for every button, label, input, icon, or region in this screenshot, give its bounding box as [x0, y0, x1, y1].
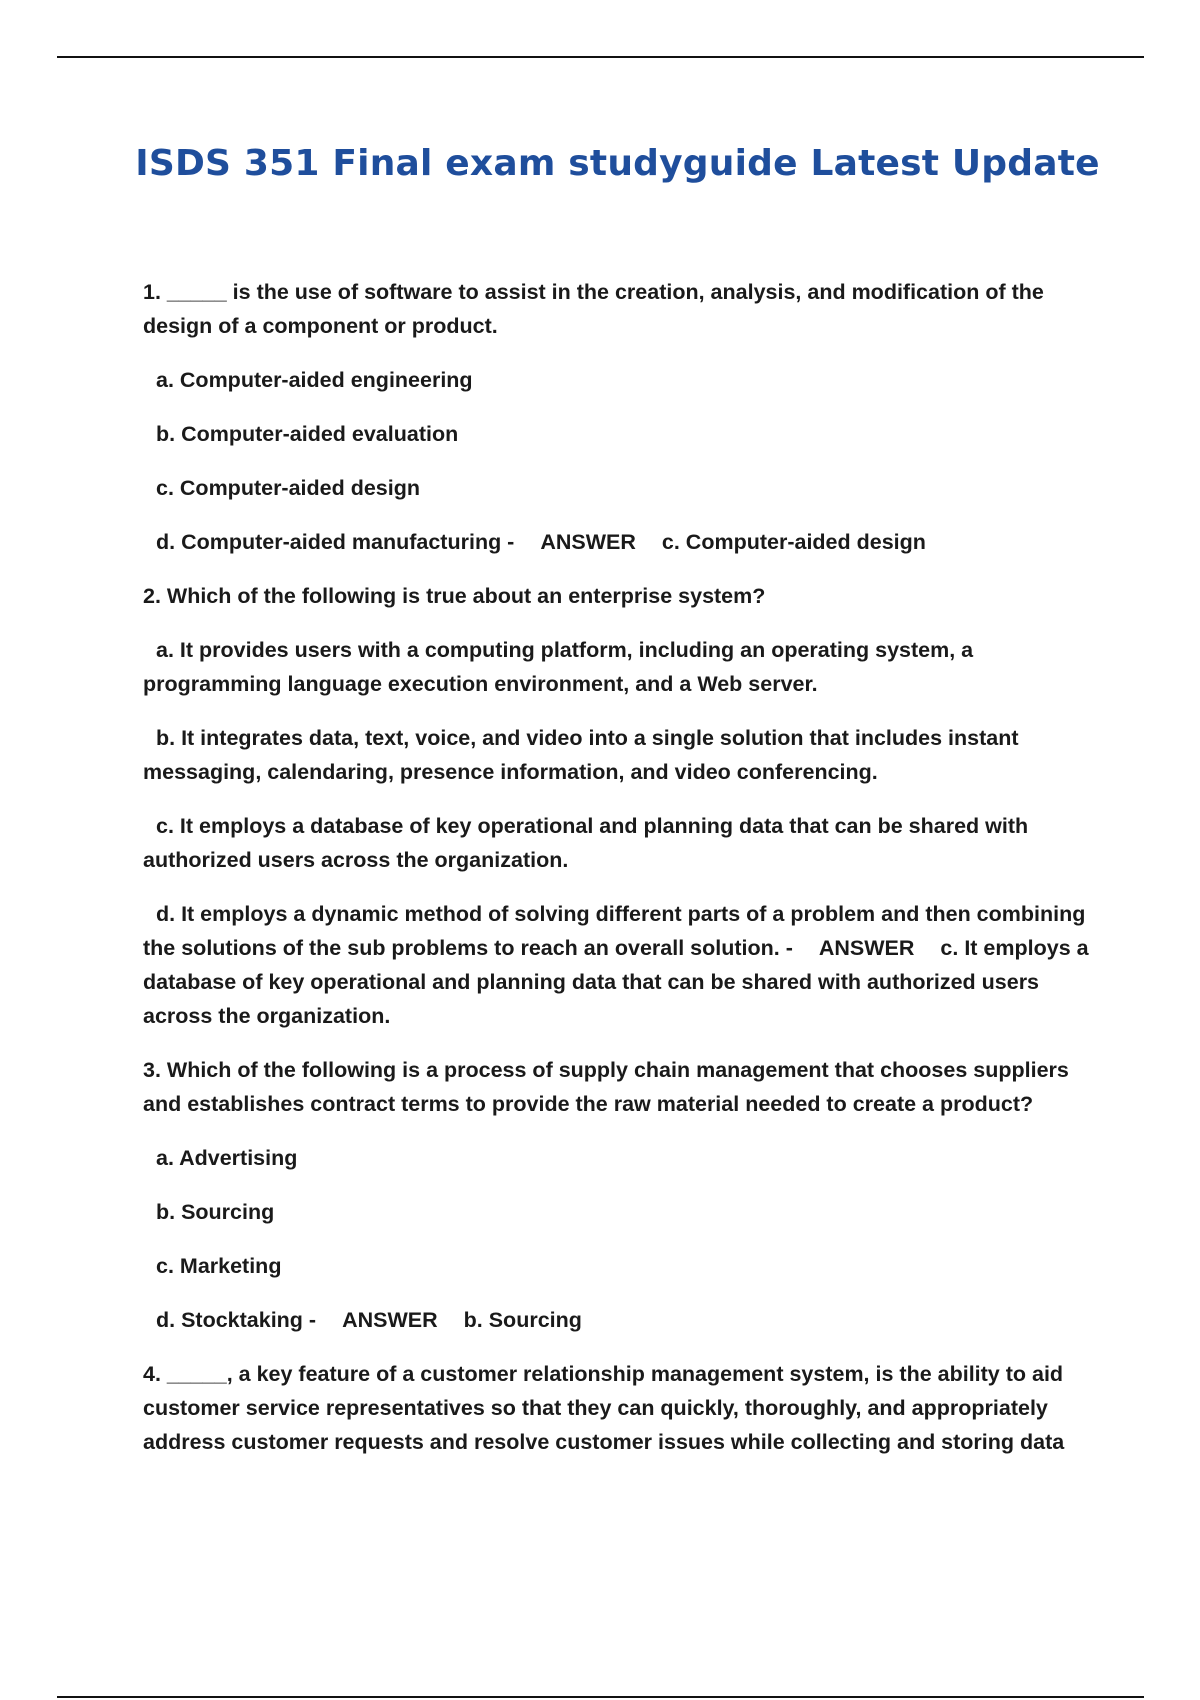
- answer-label: ANSWER: [342, 1308, 438, 1332]
- question-1-prompt: 1. _____ is the use of software to assist in the creation, analysis, and modification of the design of a component or product.: [143, 280, 1044, 338]
- document-body: [143, 275, 1093, 1479]
- question-3-prompt: 3. Which of the following is a process of supply chain management that chooses suppliers and establishes contract terms to provide the raw material needed to create a product?: [143, 1058, 1069, 1116]
- question-1-option-a: a. Computer-aided engineering: [156, 368, 473, 392]
- question-3-option-b: b. Sourcing: [156, 1200, 275, 1224]
- question-3-option-a: a. Advertising: [156, 1146, 298, 1170]
- question-1-option-d: [143, 525, 1093, 559]
- option-text: d. Computer-aided manufacturing -: [156, 530, 515, 554]
- question-2-option-a: a. It provides users with a computing platform, including an operating system, a programming language execution environment, and a Web server.: [143, 638, 974, 696]
- question-4-prompt: 4. _____, a key feature of a customer relationship management system, is the ability to aid customer service representatives so that they can quickly, thoroughly, and appropriately address customer requests and resolve customer issues while collecting and storing data: [143, 1362, 1065, 1454]
- question-1-option-c: c. Computer-aided design: [156, 476, 421, 500]
- top-rule: [57, 56, 1144, 58]
- answer-text: c. Computer-aided design: [661, 530, 926, 554]
- bottom-rule: [57, 1696, 1144, 1698]
- question-2-option-b: b. It integrates data, text, voice, and video into a single solution that includes instant messaging, calendaring, presence information, and video conferencing.: [143, 726, 1019, 784]
- question-2-option-d: [143, 897, 1093, 1033]
- question-3-option-d: [143, 1303, 1093, 1337]
- answer-label: ANSWER: [818, 936, 915, 960]
- answer-label: ANSWER: [540, 530, 636, 554]
- question-1-option-b: b. Computer-aided evaluation: [156, 422, 459, 446]
- question-3-option-c: c. Marketing: [156, 1254, 282, 1278]
- option-text: d. Stocktaking -: [156, 1308, 317, 1332]
- document-title: ISDS 351 Final exam studyguide Latest Update: [135, 143, 1100, 184]
- answer-text: b. Sourcing: [463, 1308, 582, 1332]
- answer-text: c. It employs a database of key operational and planning data that can be shared with authorized users across the organization.: [143, 936, 1089, 1028]
- option-text: d. It employs a dynamic method of solving different parts of a problem and then combining the solutions of the sub problems to reach an overall solution. -: [143, 902, 1086, 960]
- question-2-option-c: c. It employs a database of key operational and planning data that can be shared with authorized users across the organization.: [143, 814, 1029, 872]
- question-2-prompt: 2. Which of the following is true about an enterprise system?: [143, 584, 766, 608]
